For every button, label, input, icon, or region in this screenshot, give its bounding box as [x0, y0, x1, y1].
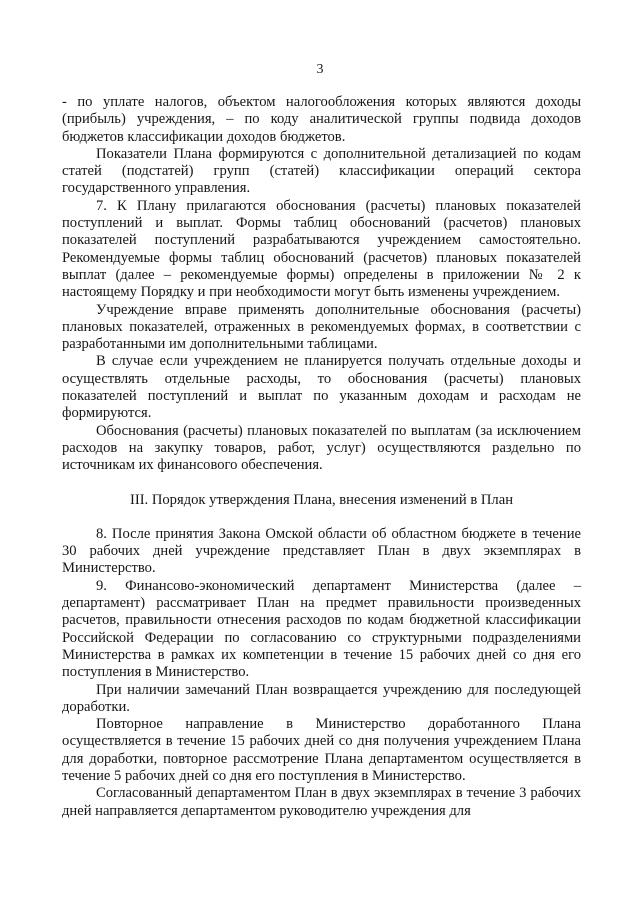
paragraph: 7. К Плану прилагаются обоснования (расчеты) плановых показателей поступлений и выплат. Формы таблиц обоснований (расчетов) плановых показателей поступлений разрабатываются учреждением самостоятельно. Рекомендуемые формы таблиц обоснований (расчетов) плановых показателей выплат (далее – рекомендуемые формы) определены в приложении № 2 к настоящему Порядку и при необходимости могут быть изменены учреждением.	[62, 197, 581, 301]
document-body	[62, 94, 581, 820]
paragraph: Показатели Плана формируются с дополнительной детализацией по кодам статей (подстатей) групп (статей) классификации операций сектора государственного управления.	[62, 145, 581, 197]
paragraph: Согласованный департаментом План в двух экземплярах в течение 3 рабочих дней направляется департаментом руководителю учреждения для	[62, 785, 581, 819]
paragraph: При наличии замечаний План возвращается учреждению для последующей доработки.	[62, 681, 581, 715]
section-heading: III. Порядок утверждения Плана, внесения изменений в План	[129, 491, 514, 508]
paragraph: В случае если учреждением не планируется получать отдельные доходы и осуществлять отдельные расходы, то обоснования (расчеты) плановых показателей поступлений и выплат по указанным доходам и расходам не формируются.	[62, 353, 581, 422]
paragraph: Повторное направление в Министерство доработанного Плана осуществляется в течение 15 рабочих дней со дня получения учреждением Плана для доработки, повторное рассмотрение Плана департаментом осуществляется в течение 5 рабочих дней со дня его поступления в Министерство.	[62, 716, 581, 784]
paragraph: - по уплате налогов, объектом налогообложения которых являются доходы (прибыль) учреждения, – по коду аналитической группы подвида доходов бюджетов классификации доходов бюджетов.	[62, 94, 581, 145]
paragraph: Обоснования (расчеты) плановых показателей по выплатам (за исключением расходов на закупку товаров, работ, услуг) осуществляются раздельно по источникам их финансового обеспечения.	[62, 422, 581, 474]
page-number: 3	[316, 62, 324, 77]
paragraph: 8. После принятия Закона Омской области об областном бюджете в течение 30 рабочих дней учреждение представляет План в двух экземплярах в Министерство.	[62, 525, 581, 577]
paragraph: Учреждение вправе применять дополнительные обоснования (расчеты) плановых показателей, отраженных в рекомендуемых формах, в соответствии с разработанными им дополнительными таблицами.	[62, 301, 581, 353]
paragraph: 9. Финансово-экономический департамент Министерства (далее – департамент) рассматривает План на предмет правильности произведенных расчетов, правильности отнесения расходов по кодам бюджетной классификации Российской Федерации по согласованию со структурными подразделениями Министерства в рамках их компетенции в течение 15 рабочих дней со дня его поступления в Министерство.	[62, 577, 581, 681]
